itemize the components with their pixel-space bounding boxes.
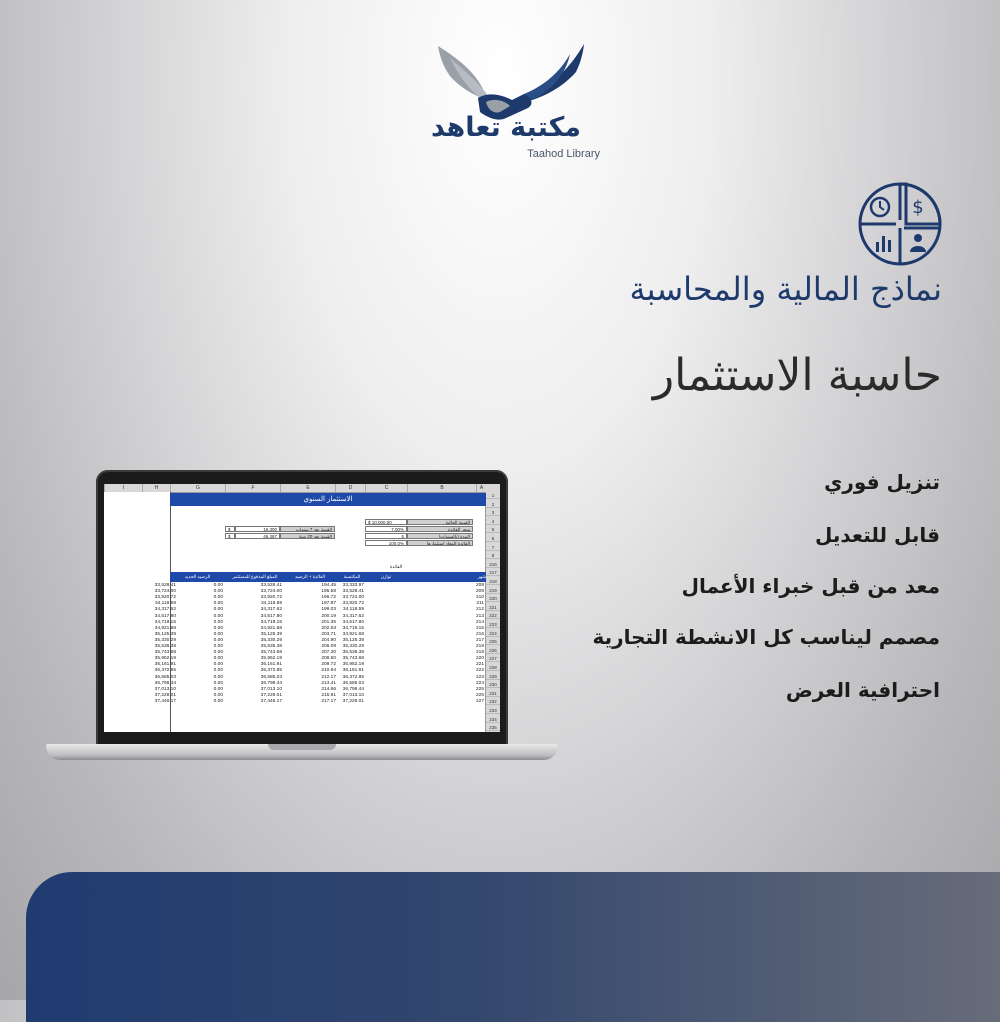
table-cell: 33,724.00 [154,589,176,595]
column-header: I [104,484,142,492]
table-cell: 0.00 [213,583,223,588]
row-number: 220 [486,595,500,602]
table-cell: 196.72 [321,595,336,601]
table-cell: 36,798.44 [260,680,282,686]
result-label: القيمة بعد 7 سنوات [280,526,335,532]
table-cell: 33,528.41 [154,583,176,588]
sheet-title: الاستثمار السنوي [170,493,486,506]
row-number: 2 [486,501,500,508]
table-cell: 217 [475,637,484,643]
result-currency: $ [225,526,235,532]
table-cell: 35,536.38 [342,650,364,656]
table-cell: 35,743.68 [342,656,364,662]
row-number: 229 [486,673,500,680]
table-cell: 0.00 [213,625,223,631]
table-cell: 219 [475,650,484,656]
table-row [154,698,486,705]
table-cell: 221 [475,662,484,668]
table-cell: 33,528.41 [260,583,282,588]
input-label: المدة (بالسنوات) [407,533,473,539]
table-cell: 36,372.85 [154,668,176,674]
table-cell: 214.66 [321,686,336,692]
table-cell: 33,528.41 [342,589,364,595]
column-header: A [476,484,486,492]
table-cell: 0.00 [213,656,223,662]
table-cell: 34,118.59 [155,601,176,607]
table-cell: 0.00 [213,595,223,601]
row-number: 223 [486,621,500,628]
row-number: 8 [486,552,500,559]
row-number: 218 [486,578,500,585]
row-number: 232 [486,698,500,705]
table-cell: 201.35 [321,619,336,625]
table-cell: 35,952.19 [260,656,282,662]
row-number: 233 [486,707,500,714]
table-cell: 199.03 [321,607,336,613]
table-cell: 34,317.62 [260,607,282,613]
row-number: 231 [486,690,500,697]
input-value[interactable]: 7.00% [365,526,407,532]
table-cell: 215.91 [321,692,336,698]
table-cell: 210.94 [321,668,336,674]
input-label: القيمة الحالية [407,519,473,525]
row-number: 227 [486,655,500,662]
feature-item: قابل للتعديل [815,523,940,547]
table-cell: 33,920.72 [342,601,364,607]
table-cell: 0.00 [213,698,223,704]
input-value[interactable]: $ 10,000.00 [365,519,407,525]
header-cell: الرصيد الجديد [184,574,211,579]
header-cell: الفائدة + الرصيد [294,574,325,579]
table-cell: 212 [475,607,484,613]
column-header: D [335,484,365,492]
table-cell: 34,719.15 [342,625,364,631]
table-cell: 33,920.72 [260,595,282,601]
row-number: 217 [486,569,500,576]
table-cell: 35,330.29 [260,637,282,643]
table-cell: 34,921.68 [342,631,364,637]
row-number: 216 [486,561,500,568]
table-cell: 204.90 [321,637,336,643]
row-header-bar [485,492,500,732]
table-cell: 194.45 [321,583,336,588]
row-number: 225 [486,638,500,645]
table-cell: 37,013.10 [154,686,176,692]
table-cell: 34,517.80 [342,619,364,625]
table-cell: 0.00 [213,589,223,595]
table-cell: 0.00 [213,613,223,619]
input-label: الفائدة المعاد استثمارها [407,540,473,546]
column-header: H [142,484,170,492]
brand-name-english: Taahod Library [527,148,600,160]
row-number: 226 [486,647,500,654]
result-value: 46,387 [235,533,280,539]
table-cell: 215 [475,625,484,631]
table-cell: 0.00 [213,674,223,680]
table-cell: 209.72 [321,662,336,668]
table-cell: 212.17 [321,674,336,680]
feature-item: مصمم ليناسب كل الانشطة التجارية [592,625,940,649]
header-cell: المكتسبة [343,574,361,579]
column-header: C [365,484,407,492]
category-heading: نماذج المالية والمحاسبة [629,270,942,308]
table-cell: 34,921.68 [260,625,282,631]
column-header: E [280,484,335,492]
table-cell: 35,125.39 [342,637,364,643]
table-cell: 0.00 [213,619,223,625]
row-number: 7 [486,544,500,551]
table-cell: 209 [475,589,484,595]
table-cell: 208.50 [321,656,336,662]
input-value[interactable]: 100.0% [365,540,407,546]
table-cell: 37,229.01 [154,692,176,698]
row-number: 230 [486,681,500,688]
finance-pie-chart-icon [856,180,944,268]
table-cell: 0.00 [213,662,223,668]
table-cell: 218 [475,644,484,649]
row-number: 235 [486,724,500,731]
header-cell: المبلغ المدفوع للمستثمر [232,574,278,579]
table-cell: 35,952.19 [154,656,176,662]
table-cell: 35,536.38 [260,644,282,649]
table-cell: 34,921.68 [154,625,176,631]
table-cell: 224 [475,680,484,686]
table-cell: 213.41 [321,680,336,686]
table-cell: 0.00 [213,650,223,656]
table-header [170,572,486,582]
result-currency: $ [225,533,235,539]
laptop-mockup [46,466,558,762]
table-cell: 36,372.85 [260,668,282,674]
table-cell: 226 [475,692,484,698]
table-cell: 35,743.68 [260,650,282,656]
input-label: سعر الفائدة [407,526,473,532]
table-cell: 37,446.17 [154,698,176,704]
row-number: 5 [486,526,500,533]
table-cell: 0.00 [213,644,223,649]
data-table [154,583,486,732]
column-header: B [407,484,476,492]
table-cell: 34,317.62 [154,607,176,613]
table-cell: 210 [475,595,484,601]
header-cell: شهر [477,574,486,579]
table-cell: 36,585.03 [154,674,176,680]
table-cell: 34,118.59 [261,601,282,607]
table-cell: 213 [475,613,484,619]
input-value[interactable]: 5 [365,533,407,539]
table-cell: 208 [475,583,484,588]
table-cell: 34,517.80 [260,613,282,619]
column-header: F [225,484,280,492]
table-cell: 35,536.38 [154,644,176,649]
table-cell: 33,920.72 [154,595,176,601]
table-cell: 0.00 [213,692,223,698]
table-cell: 35,330.29 [342,644,364,649]
table-cell: 197.87 [321,601,336,607]
table-cell: 36,798.44 [342,686,364,692]
page-title: حاسبة الاستثمار [652,350,942,401]
feature-item: معد من قبل خبراء الأعمال [681,574,940,598]
row-number: 1 [486,492,500,499]
table-cell: 36,161.91 [342,668,364,674]
table-cell: 36,161.91 [154,662,176,668]
table-cell: 220 [475,656,484,662]
table-cell: 195.58 [321,589,336,595]
row-number: 234 [486,716,500,723]
table-cell: 202.53 [321,625,336,631]
header-cell: توازن [380,574,392,579]
table-cell: 0.00 [213,668,223,674]
table-cell: 35,125.39 [260,631,282,637]
row-number: 221 [486,604,500,611]
spreadsheet-screen [104,484,500,732]
table-cell: 206.09 [321,644,336,649]
svg-text:$: $ [912,197,924,218]
table-cell: 0.00 [213,601,223,607]
row-number: 219 [486,587,500,594]
table-cell: 33,724.00 [342,595,364,601]
table-cell: 0.00 [213,686,223,692]
laptop-notch [268,744,336,750]
table-cell: 37,013.10 [260,686,282,692]
table-cell: 35,952.19 [342,662,364,668]
table-cell: 34,118.59 [343,607,364,613]
table-cell: 227 [475,698,484,704]
result-label: القيمة بعد 20 سنة [280,533,335,539]
table-cell: 200.19 [321,613,336,619]
row-number: 222 [486,612,500,619]
feature-item: تنزيل فوري [824,470,940,494]
table-cell: 36,161.91 [260,662,282,668]
row-number: 224 [486,630,500,637]
table-cell: 214 [475,619,484,625]
result-value: 16,300 [235,526,280,532]
table-cell: 222 [475,668,484,674]
table-cell: 207.30 [321,650,336,656]
table-cell: 0.00 [213,637,223,643]
table-cell: 203.71 [321,631,336,637]
table-cell: 211 [476,601,484,607]
table-cell: 37,013.10 [342,692,364,698]
table-cell: 37,229.01 [260,692,282,698]
table-cell: 36,585.03 [342,680,364,686]
table-cell: 36,585.03 [260,674,282,680]
column-header: G [170,484,225,492]
table-cell: 34,719.15 [154,619,176,625]
table-cell: 35,330.29 [154,637,176,643]
table-cell: 34,517.80 [154,613,176,619]
table-cell: 33,333.97 [342,583,364,588]
row-number: 6 [486,535,500,542]
table-cell: 0.00 [213,631,223,637]
brand-name-arabic: مكتبة تعاهد [430,112,582,143]
table-cell: 0.00 [213,607,223,613]
row-number: 228 [486,664,500,671]
table-cell: 37,229.01 [342,698,364,704]
row-number: 3 [486,509,500,516]
table-cell: 0.00 [213,680,223,686]
table-cell: 217.17 [321,698,336,704]
table-cell: 216 [475,631,484,637]
table-cell: 35,743.68 [154,650,176,656]
table-cell: 36,798.44 [154,680,176,686]
table-cell: 36,372.85 [342,674,364,680]
table-cell: 35,125.39 [154,631,176,637]
table-cell: 33,724.00 [260,589,282,595]
table-cell: 225 [475,686,484,692]
feature-item: احترافية العرض [785,678,940,702]
group-header: الفائدة [389,564,403,569]
row-number: 4 [486,518,500,525]
table-cell: 34,317.62 [342,613,364,619]
table-cell: 34,719.15 [260,619,282,625]
table-cell: 223 [475,674,484,680]
table-cell: 37,446.17 [260,698,282,704]
